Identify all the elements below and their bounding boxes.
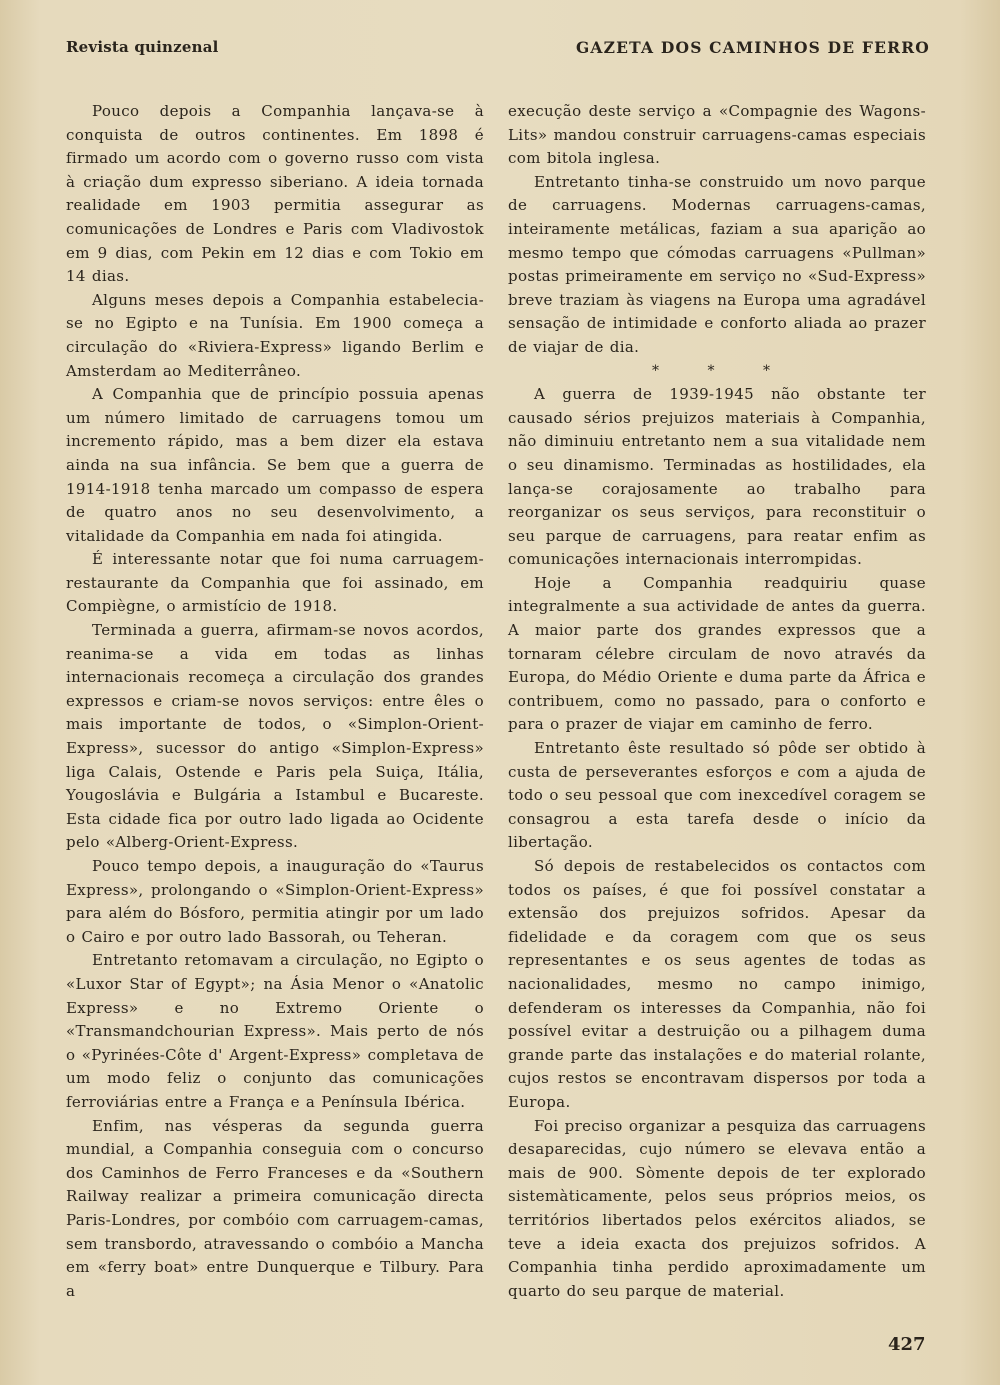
page-number: 427 (888, 1334, 926, 1355)
paragraph: Alguns meses depois a Companhia estabelecia-se no Egipto e na Tunísia. Em 1900 começa a circulação do «Riviera-Express» ligando Berlim e Amsterdam ao Mediterrâneo. (66, 290, 484, 380)
running-header (66, 38, 930, 62)
publication-title: GAZETA DOS CAMINHOS DE FERRO (575, 38, 930, 57)
paragraph-continued: execução deste serviço a «Compagnie des Wagons-Lits» mandou construir carruagens-camas especiais com bitola inglesa. (508, 102, 926, 168)
left-column (66, 100, 484, 1303)
paragraph: Só depois de restabelecidos os contactos com todos os países, é que foi possível constatar a extensão dos prejuizos sofridos. Apesar da fidelidade e da coragem com que os seus representantes e os seus agentes de todas as nacionalidades, mesmo no campo inimigo, defenderam os interesses da Companhia, não foi possível evitar a destruição ou a pilhagem duma grande parte das instalações e do material rolante, cujos restos se encontravam dispersos por toda a Europa. (508, 857, 926, 1111)
paragraph: Entretanto retomavam a circulação, no Egipto o «Luxor Star of Egypt»; na Ásia Menor o «Anatolic Express» e no Extremo Oriente o «Transmandchourian Express». Mais perto de nós o «Pyrinées-Côte d' Argent-Express» completava de um modo feliz o conjunto das comunicações ferroviárias entre a França e a Península Ibérica. (66, 951, 484, 1111)
paragraph: A guerra de 1939-1945 não obstante ter causado sérios prejuizos materiais à Companhia, não diminuiu entretanto nem a sua vitalidade nem o seu dinamismo. Terminadas as hostilidades, ela lança-se corajosamente ao trabalho para reorganizar os seus serviços, para reconstituir o seu parque de carruagens, para reatar enfim as comunicações internacionais interrompidas. (508, 385, 926, 569)
paragraph: Terminada a guerra, afirmam-se novos acordos, reanima-se a vida em todas as linhas internacionais recomeça a circulação dos grandes expressos e criam-se novos serviços: entre êles o mais importante de todos, o «Simplon-Orient-Express», sucessor do antigo «Simplon-Express» liga Calais, Ostende e Paris pela Suiça, Itália, Yougoslávia e Bulgária a Istambul e Bucareste. Esta cidade fica por outro lado ligada ao Ocidente pelo «Alberg-Orient-Express. (66, 621, 484, 852)
right-column (508, 100, 926, 1303)
paragraph: Entretanto tinha-se construido um novo parque de carruagens. Modernas carruagens-camas, inteiramente metálicas, faziam a sua aparição ao mesmo tempo que cómodas carruagens «Pullman» postas primeiramente em serviço no «Sud-Express» breve traziam às viagens na Europa uma agradável sensação de intimidade e conforto aliada ao prazer de viajar de dia. (508, 172, 926, 356)
paragraph: Enfim, nas vésperas da segunda guerra mundial, a Companhia conseguia com o concurso dos Caminhos de Ferro Franceses e da «Southern Railway realizar a primeira comunicação directa Paris-Londres, por combóio com carruagem-camas, sem transbordo, atravessando o combóio a Mancha em «ferry boat» entre Dunquerque e Tilbury. Para a (66, 1116, 484, 1300)
paragraph: Pouco depois a Companhia lançava-se à conquista de outros continentes. Em 1898 é firmado um acordo com o governo russo com vista à criação dum expresso siberiano. A ideia tornada realidade em 1903 permitia assegurar as comunicações de Londres e Paris com Vladivostok em 9 dias, com Pekin em 12 dias e com Tokio em 14 dias. (66, 102, 484, 286)
paragraph: Foi preciso organizar a pesquiza das carruagens desaparecidas, cujo número se elevava então a mais de 900. Sòmente depois de ter explorado sistemàticamente, pelos seus próprios meios, os territórios libertados pelos exércitos aliados, se teve a ideia exacta dos prejuizos sofridos. A Companhia tinha perdido aproximadamente um quarto do seu parque de material. (508, 1116, 926, 1300)
paragraph: Hoje a Companhia readquiriu quase integralmente a sua actividade de antes da guerra. A maior parte dos grandes expressos que a tornaram célebre circulam de novo através da Europa, do Médio Oriente e duma parte da África e contribuem, como no passado, para o conforto e para o prazer de viajar em caminho de ferro. (508, 573, 926, 734)
paragraph: A Companhia que de princípio possuia apenas um número limitado de carruagens tomou um incremento rápido, mas a bem dizer ela estava ainda na sua infância. Se bem que a guerra de 1914-1918 tenha marcado um compasso de espera de quatro anos no seu desenvolvimento, a vitalidade da Companhia em nada foi atingida. (66, 385, 484, 545)
paragraph: É interessante notar que foi numa carruagem-restaurante da Companhia que foi assinado, em Compiègne, o armistício de 1918. (66, 550, 484, 616)
paragraph: Pouco tempo depois, a inauguração do «Taurus Express», prolongando o «Simplon-Orient-Express» para além do Bósforo, permitia atingir por um lado o Cairo e por outro lado Bassorah, ou Teheran. (66, 857, 484, 946)
paragraph: Entretanto êste resultado só pôde ser obtido à custa de perseverantes esforços e com a ajuda de todo o seu pessoal que com inexcedível coragem se consagrou a esta tarefa desde o início da libertação. (508, 739, 926, 852)
section-break: * * * (652, 362, 792, 379)
header-left-label: Revista quinzenal (66, 38, 219, 56)
